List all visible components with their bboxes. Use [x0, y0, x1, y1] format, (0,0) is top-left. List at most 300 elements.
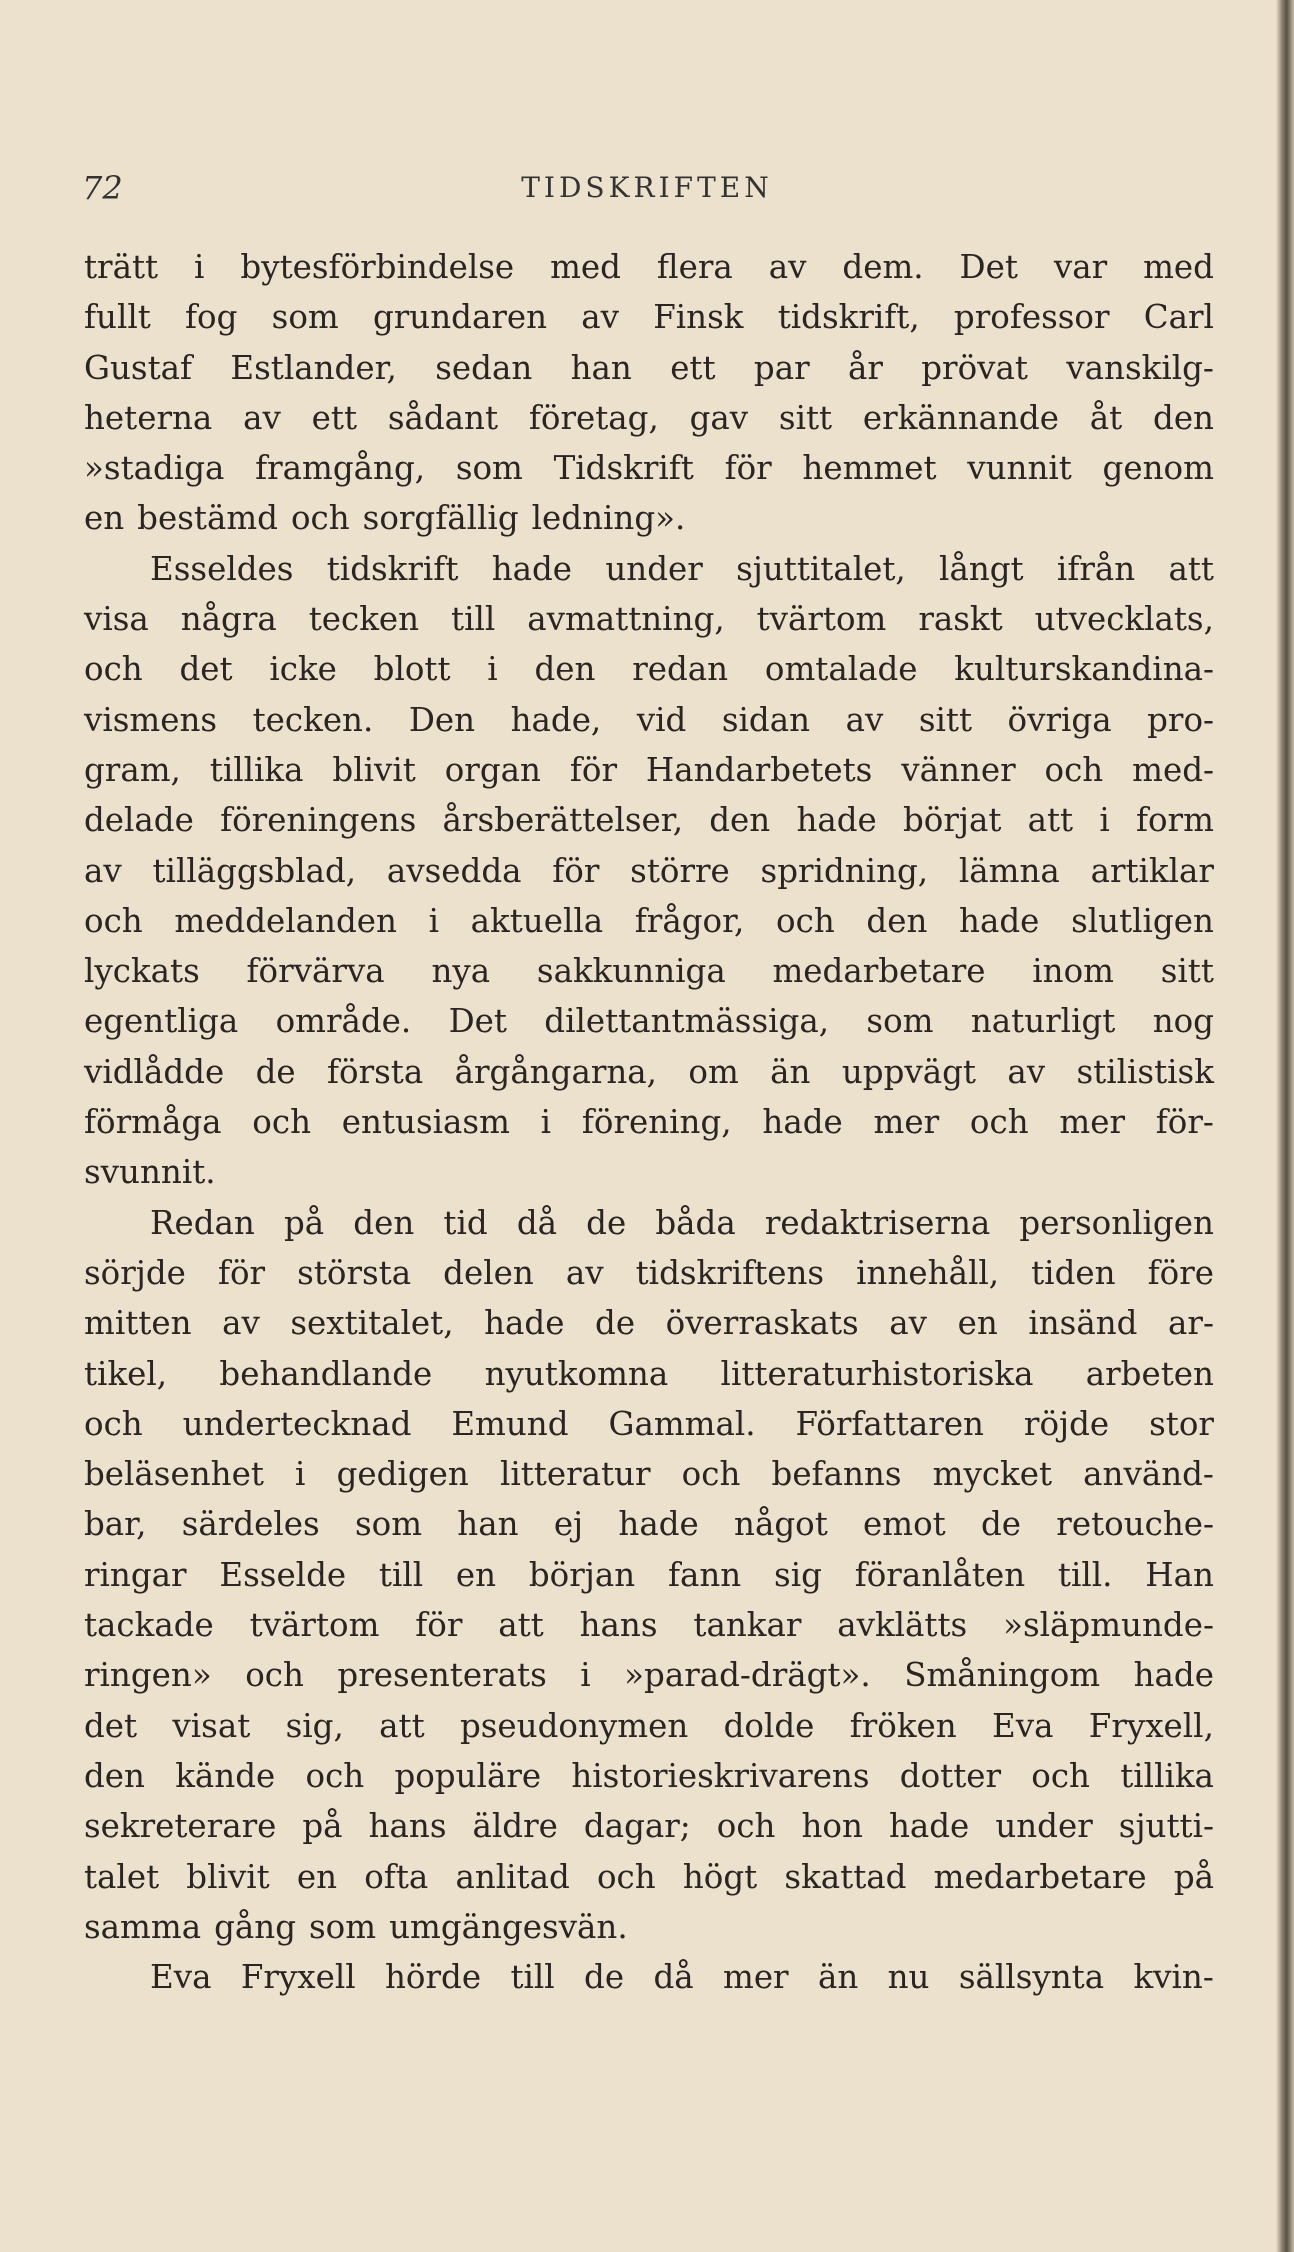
- word: i: [540, 1103, 552, 1142]
- word: hade: [762, 1103, 843, 1142]
- word: Carl: [1143, 298, 1214, 337]
- word: vanskilg-: [1066, 348, 1214, 387]
- word: sig: [774, 1555, 822, 1594]
- word: hade: [888, 1807, 970, 1846]
- word: och: [969, 1103, 1029, 1142]
- word: och: [290, 499, 350, 538]
- text-line: [84, 443, 1214, 493]
- word: heterna: [84, 398, 213, 437]
- word: för-: [1155, 1103, 1214, 1142]
- word: av: [1007, 1052, 1046, 1091]
- word: särdeles: [181, 1505, 320, 1544]
- word: »släpmunde-: [1003, 1606, 1214, 1645]
- word: största: [297, 1253, 412, 1292]
- word: icke: [269, 650, 337, 689]
- word: hemmet: [802, 449, 937, 488]
- word: »stadiga: [84, 449, 225, 488]
- word: vänner: [901, 750, 1016, 789]
- word: för: [569, 750, 617, 789]
- word: under: [995, 1807, 1093, 1846]
- word: avsedda: [386, 851, 522, 890]
- word: organ: [444, 750, 541, 789]
- running-head: [82, 165, 1212, 215]
- word: till.: [1057, 1555, 1113, 1594]
- word: att: [498, 1606, 544, 1645]
- word: prövat: [921, 348, 1028, 387]
- word: entusiasm: [341, 1103, 510, 1142]
- word: på: [302, 1807, 343, 1846]
- text-line: [84, 1600, 1214, 1650]
- word: övriga: [1007, 700, 1112, 739]
- word: sextitalet,: [290, 1304, 454, 1343]
- text-line: [84, 1952, 1214, 2002]
- word: tilläggsblad,: [152, 851, 357, 890]
- word: fog: [185, 298, 238, 337]
- text-line: [84, 1349, 1214, 1399]
- word: bar,: [84, 1505, 147, 1544]
- text-line: [84, 1499, 1214, 1549]
- word: hörde: [385, 1958, 482, 1997]
- word: sjuttitalet,: [736, 549, 906, 588]
- word: dem.: [842, 248, 924, 286]
- word: bytesförbindelse: [240, 248, 515, 286]
- word: raskt: [918, 600, 1003, 639]
- word: då: [653, 1958, 694, 1997]
- word: litteraturhistoriska: [720, 1354, 1034, 1393]
- word: och: [776, 901, 835, 940]
- word: undertecknad: [182, 1404, 412, 1443]
- word: och: [716, 1807, 776, 1846]
- word: flera: [656, 248, 733, 286]
- text-line: [84, 1248, 1214, 1298]
- word: delen: [443, 1253, 534, 1292]
- word: populäre: [394, 1756, 542, 1795]
- word: tikel,: [84, 1354, 168, 1393]
- word: talet: [84, 1857, 160, 1896]
- word: sakkunniga: [536, 952, 726, 991]
- page-edge: [1276, 0, 1294, 2252]
- text-line: [84, 896, 1214, 946]
- word: på: [283, 1203, 325, 1242]
- word: sällsynta: [958, 1958, 1105, 1997]
- text-line: [84, 1147, 1214, 1197]
- word: en: [296, 1857, 338, 1896]
- word: röjde: [1023, 1404, 1110, 1443]
- text-line: [84, 644, 1214, 694]
- word: förmåga: [84, 1103, 222, 1142]
- word: vidlådde: [84, 1052, 225, 1091]
- word: beläsenhet: [84, 1455, 264, 1494]
- text-line: [84, 242, 1214, 292]
- word: sorgfällig: [362, 499, 519, 538]
- word: den: [534, 650, 596, 689]
- word: Eva: [992, 1706, 1054, 1745]
- word: de: [980, 1505, 1022, 1544]
- word: i: [580, 1656, 591, 1695]
- word: hade: [959, 901, 1040, 940]
- word: redan: [632, 650, 729, 689]
- word: Han: [1145, 1555, 1214, 1594]
- word: ringen»: [84, 1656, 212, 1695]
- word: börjat: [903, 801, 1002, 840]
- text-line: [84, 1550, 1214, 1600]
- word: än: [770, 1052, 811, 1091]
- word: till: [510, 1958, 555, 1997]
- word: nya: [431, 952, 491, 991]
- word: högt: [682, 1857, 758, 1896]
- text-line: [84, 996, 1214, 1046]
- word: kulturskandina-: [954, 650, 1214, 689]
- word: lyckats: [84, 952, 200, 991]
- text-line: [84, 493, 1214, 543]
- word: med: [1143, 248, 1214, 286]
- word: avklätts: [837, 1606, 968, 1645]
- word: inom: [1032, 952, 1114, 991]
- text-line: [84, 795, 1214, 845]
- word: mer: [723, 1958, 789, 1997]
- word: hade: [491, 549, 573, 588]
- word: hade,: [510, 700, 602, 739]
- word: tillika: [1120, 1756, 1214, 1795]
- word: stor: [1149, 1404, 1214, 1443]
- word: den: [84, 1756, 145, 1795]
- word: föreningens: [220, 801, 417, 840]
- word: litteratur: [499, 1455, 651, 1494]
- word: och: [305, 1756, 365, 1795]
- word: båda: [655, 1203, 736, 1242]
- word: i: [487, 650, 498, 689]
- word: av: [845, 700, 884, 739]
- word: nyutkomna: [484, 1354, 669, 1393]
- word: överraskats: [665, 1304, 859, 1343]
- word: och: [84, 1404, 143, 1443]
- word: tvärtom: [756, 600, 887, 639]
- word: svunnit.: [84, 1153, 216, 1192]
- word: och: [84, 901, 143, 940]
- word: ledning».: [531, 499, 686, 538]
- word: sådant: [387, 398, 499, 437]
- word: och: [596, 1857, 656, 1896]
- word: pseudonymen: [459, 1706, 689, 1745]
- word: blivit: [332, 750, 416, 789]
- word: av: [243, 398, 281, 437]
- word: som: [271, 298, 339, 337]
- word: retouche-: [1056, 1505, 1214, 1544]
- word: förvärva: [246, 952, 385, 991]
- word: mycket: [932, 1455, 1053, 1494]
- word: tidskrift,: [777, 298, 920, 337]
- text-line: [84, 846, 1214, 896]
- word: som: [866, 1002, 934, 1041]
- word: tecken.: [252, 700, 374, 739]
- word: gedigen: [336, 1455, 469, 1494]
- word: Esselde: [219, 1555, 347, 1594]
- word: i: [1099, 801, 1110, 840]
- word: dilettantmässiga,: [544, 1002, 830, 1041]
- word: medarbetare: [772, 952, 986, 991]
- word: hans: [579, 1606, 658, 1645]
- word: av: [84, 851, 122, 890]
- word: artiklar: [1090, 851, 1214, 890]
- word: nu: [887, 1958, 930, 1997]
- word: sig,: [285, 1706, 344, 1745]
- word: vid: [636, 700, 687, 739]
- text-line: [84, 1902, 1214, 1952]
- text-line: [84, 1047, 1214, 1097]
- word: den: [866, 901, 928, 940]
- word: ett: [670, 348, 716, 387]
- text-line: [84, 1298, 1214, 1348]
- word: slutligen: [1071, 901, 1214, 940]
- word: om: [688, 1052, 739, 1091]
- text-line: [84, 594, 1214, 644]
- text-line: [84, 1399, 1214, 1449]
- word: egentliga: [84, 1002, 239, 1041]
- word: gram,: [84, 750, 181, 789]
- word: stilistisk: [1076, 1052, 1214, 1091]
- word: hade: [484, 1304, 565, 1343]
- text-line: [84, 1650, 1214, 1700]
- word: redaktriserna: [764, 1203, 991, 1242]
- word: långt: [939, 549, 1024, 588]
- word: frågor,: [634, 901, 745, 940]
- text-line: [84, 1097, 1214, 1147]
- word: hade: [1133, 1656, 1214, 1695]
- word: använd-: [1083, 1455, 1214, 1494]
- word: vismens: [84, 700, 218, 739]
- word: tiden: [1031, 1253, 1116, 1292]
- word: meddelanden: [174, 901, 397, 940]
- word: var: [1053, 248, 1108, 286]
- word: dolde: [723, 1706, 815, 1745]
- word: delade: [84, 801, 194, 840]
- word: blott: [373, 650, 451, 689]
- word: ifrån: [1056, 549, 1136, 588]
- word: grundaren: [372, 298, 548, 337]
- word: början: [528, 1555, 636, 1594]
- word: de: [595, 1304, 636, 1343]
- word: Den: [408, 700, 476, 739]
- word: tidskriftens: [635, 1253, 825, 1292]
- text-line: [84, 745, 1214, 795]
- word: som: [309, 1907, 377, 1946]
- word: ar-: [1168, 1304, 1214, 1343]
- word: sjutti-: [1118, 1807, 1214, 1846]
- word: år: [847, 348, 883, 387]
- text-line: [84, 946, 1214, 996]
- word: för: [724, 449, 772, 488]
- word: sitt: [918, 700, 973, 739]
- word: åt: [1089, 398, 1123, 437]
- word: umgängesvän.: [389, 1907, 628, 1946]
- text-line: [84, 695, 1214, 745]
- word: tecken: [308, 600, 420, 639]
- word: vunnit: [967, 449, 1072, 488]
- word: han: [457, 1505, 519, 1544]
- text-line: [84, 1852, 1214, 1902]
- word: form: [1135, 801, 1214, 840]
- word: Handarbetets: [645, 750, 873, 789]
- word: Fryxell: [240, 1958, 356, 1997]
- word: sörjde: [84, 1253, 186, 1292]
- word: Författaren: [795, 1404, 984, 1443]
- word: Fryxell,: [1088, 1706, 1214, 1745]
- word: att: [1027, 801, 1074, 840]
- header-title: TIDSKRIFTEN: [521, 171, 773, 204]
- word: för: [217, 1253, 266, 1292]
- word: emot: [863, 1505, 946, 1544]
- word: historieskrivarens: [571, 1756, 870, 1795]
- word: föranlåten: [854, 1555, 1026, 1594]
- word: för: [415, 1606, 463, 1645]
- word: mitten: [84, 1304, 192, 1343]
- word: några: [180, 600, 277, 639]
- word: med: [550, 248, 621, 286]
- text-line: [84, 1701, 1214, 1751]
- word: Det: [959, 248, 1018, 286]
- word: sedan: [435, 348, 533, 387]
- word: av: [768, 248, 807, 286]
- word: och: [681, 1455, 741, 1494]
- word: att: [1168, 549, 1214, 588]
- word: pro-: [1147, 700, 1214, 739]
- text-line: [84, 1449, 1214, 1499]
- word: det: [179, 650, 233, 689]
- word: av: [222, 1304, 260, 1343]
- word: en: [455, 1555, 497, 1594]
- word: förening,: [581, 1103, 732, 1142]
- text-line: [84, 1801, 1214, 1851]
- word: i: [295, 1455, 306, 1494]
- word: framgång,: [255, 449, 426, 488]
- word: de: [255, 1052, 296, 1091]
- word: något: [734, 1505, 828, 1544]
- word: att: [379, 1706, 425, 1745]
- word: Redan: [150, 1203, 255, 1242]
- word: mer: [873, 1103, 940, 1142]
- word: gång: [214, 1907, 296, 1946]
- word: dagar;: [583, 1807, 691, 1846]
- word: och: [1044, 750, 1104, 789]
- word: aktuella: [470, 901, 604, 940]
- word: till: [451, 600, 496, 639]
- word: erkännande: [862, 398, 1059, 437]
- word: sitt: [1160, 952, 1214, 991]
- text-line: [84, 343, 1214, 393]
- word: i: [428, 901, 439, 940]
- word: utvecklats,: [1034, 600, 1214, 639]
- word: före: [1147, 1253, 1214, 1292]
- word: kvin-: [1133, 1958, 1214, 1997]
- word: då: [516, 1203, 558, 1242]
- word: tankar: [693, 1606, 802, 1645]
- word: dotter: [899, 1756, 1002, 1795]
- word: med-: [1132, 750, 1214, 789]
- word: kände: [175, 1756, 276, 1795]
- word: presenterats: [337, 1656, 547, 1695]
- word: ej: [553, 1505, 584, 1544]
- word: lämna: [958, 851, 1060, 890]
- word: sekreterare: [84, 1807, 277, 1846]
- word: han: [570, 348, 632, 387]
- word: ofta: [364, 1857, 429, 1896]
- word: av: [581, 298, 620, 337]
- word: bestämd: [137, 499, 278, 538]
- word: fann: [667, 1555, 742, 1594]
- word: Estlander,: [230, 348, 397, 387]
- word: av: [889, 1304, 928, 1343]
- word: den: [353, 1203, 415, 1242]
- word: Esseldes: [150, 549, 294, 588]
- word: omtalade: [764, 650, 918, 689]
- text-line: [84, 292, 1214, 342]
- word: större: [630, 851, 730, 890]
- word: tvärtom: [249, 1606, 380, 1645]
- text-line: [84, 1198, 1214, 1248]
- word: ringar: [84, 1555, 187, 1594]
- word: hade: [796, 801, 877, 840]
- word: för: [552, 851, 600, 890]
- word: personligen: [1019, 1203, 1214, 1242]
- word: blivit: [186, 1857, 270, 1896]
- word: insänd: [1028, 1304, 1138, 1343]
- word: årsberättelser,: [442, 801, 684, 840]
- word: företag,: [528, 398, 659, 437]
- word: hans: [368, 1807, 447, 1846]
- word: de: [586, 1203, 627, 1242]
- word: Gustaf: [84, 348, 193, 387]
- word: och: [245, 1656, 304, 1695]
- word: den: [709, 801, 771, 840]
- word: och: [84, 650, 143, 689]
- word: innehåll,: [856, 1253, 1000, 1292]
- word: anlitad: [455, 1857, 570, 1896]
- word: par: [753, 348, 810, 387]
- word: »parad-drägt».: [624, 1656, 871, 1695]
- word: det: [84, 1706, 138, 1745]
- word: Småningom: [904, 1656, 1101, 1695]
- word: än: [817, 1958, 859, 1997]
- word: som: [455, 449, 523, 488]
- word: Gammal.: [608, 1404, 756, 1443]
- word: i: [194, 248, 205, 286]
- word: till: [378, 1555, 424, 1594]
- word: och: [252, 1103, 311, 1142]
- body-text: [84, 242, 1214, 2002]
- word: som: [354, 1505, 423, 1544]
- word: Tidskrift: [553, 449, 694, 488]
- word: behandlande: [219, 1354, 433, 1393]
- word: mer: [1059, 1103, 1125, 1142]
- word: spridning,: [760, 851, 929, 890]
- word: område.: [275, 1002, 412, 1041]
- page-number: 72: [82, 169, 123, 207]
- text-line: [84, 393, 1214, 443]
- word: hade: [618, 1505, 699, 1544]
- word: skattad: [784, 1857, 907, 1896]
- word: en: [84, 499, 125, 538]
- word: uppvägt: [841, 1052, 976, 1091]
- word: under: [605, 549, 703, 588]
- word: första: [326, 1052, 424, 1091]
- word: och: [1031, 1756, 1090, 1795]
- word: årgångarna,: [454, 1052, 657, 1091]
- word: genom: [1102, 449, 1214, 488]
- word: Det: [448, 1002, 507, 1041]
- word: på: [1173, 1857, 1214, 1896]
- word: äldre: [472, 1807, 558, 1846]
- word: tid: [443, 1203, 488, 1242]
